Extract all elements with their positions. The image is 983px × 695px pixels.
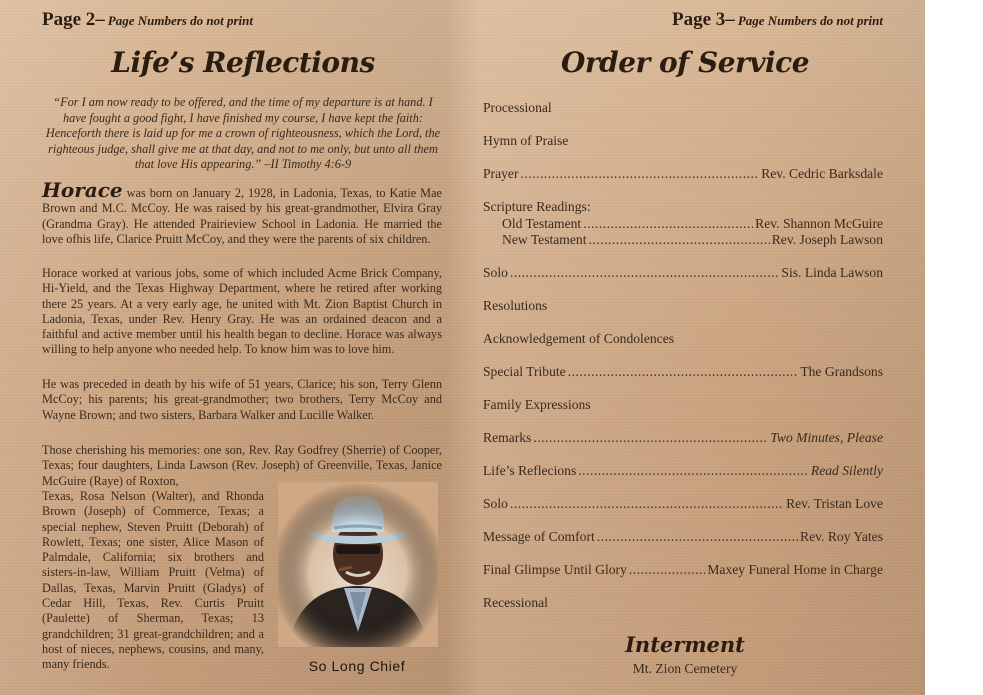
page-2-note: Page Numbers do not print: [107, 13, 253, 28]
bio-paragraph-2: [42, 266, 442, 358]
service-item-message-of-comfort: Message of Comfort ..... Rev. Roy Yates: [483, 529, 883, 545]
bio-text-1: was born on January 2, 1928, in Ladonia, Texas, to Katie Mae Brown and M.C. McCoy. He was raised by his great-grandmother, Elvira Gray (Grandma Gray). He attended Prairieview School in Ladonia. He married the love ofhis life, Clarice Pruitt McCoy, and they were the parents of six children.: [42, 186, 442, 246]
lifes-reflections-title: Life’s Reflections: [111, 46, 375, 79]
scripture-verse: “For I am now ready to be offered, and the time of my departure is at hand. I have fought a good fight, I have finished my course, I have kept the faith: Henceforth there is laid up for me a crown of righteousness, which the Lord, the righteous judge, shall give me at that day, and not to me only, but unto all them that love His appearing.” –II Timothy 4:6-9: [45, 95, 441, 172]
page-3-header: [672, 9, 883, 31]
service-item-family-expressions: Family Expressions: [483, 397, 591, 412]
page-3: [462, 0, 925, 695]
service-item-recessional: Recessional: [483, 595, 548, 610]
service-item-resolutions: Resolutions: [483, 298, 548, 313]
service-item-old-testament: Old Testament ..... Rev. Shannon McGuire: [502, 216, 883, 232]
service-item-condolences: Acknowledgement of Condolences: [483, 331, 675, 346]
bio-paragraph-4-top: Those cherishing his memories: one son, Rev. Ray Godfrey (Sherrie) of Cooper, Texas; four daughters, Linda Lawson (Rev. Joseph) of Greenville, Texas, Janice McGuire (Raye) of Roxton,: [42, 443, 442, 488]
service-item-processional: Processional: [483, 100, 552, 115]
bio-text-2: Horace worked at various jobs, some of which included Acme Brick Company, Hi-Yield, and the Texas Highway Department, where he retired after working there 25 years. At a very early age, he united with Mt. Zion Baptist Church in Ladonia, Texas, under Rev. Henry Gray. He was an ordained deacon and a faithful and active member until his health began to decline. Horace was always willing to help anyone who needed help. To know him was to love him.: [42, 266, 442, 357]
bio-text-3: He was preceded in death by his wife of 51 years, Clarice; his son, Terry Glenn McCoy; his parents; his great-grandmother; two brothers, Terry McCoy and Wayne Brown; and two sisters, Barbara Walker and Lucille Walker.: [42, 377, 442, 422]
page-3-number: Page 3–: [672, 9, 735, 30]
service-item-final-glimpse: Final Glimpse Until Glory ..... Maxey Funeral Home in Charge: [483, 562, 883, 578]
page-2-number: Page 2–: [42, 9, 105, 30]
service-item-scripture: Scripture Readings:: [483, 199, 591, 214]
interment-place: Mt. Zion Cemetery: [632, 661, 738, 676]
service-item-prayer: Prayer ..... Rev. Cedric Barksdale: [483, 166, 883, 182]
portrait-photo: [278, 482, 438, 647]
bio-paragraph-1: [42, 178, 442, 247]
service-item-solo-1: Solo ..... Sis. Linda Lawson: [483, 265, 883, 281]
service-item-solo-2: Solo ..... Rev. Tristan Love: [483, 496, 883, 512]
deceased-name: Horace: [42, 178, 123, 202]
service-item-lifes-reflections: Life’s Reflecions ..... Read Silently: [483, 463, 883, 479]
bio-paragraph-3: [42, 377, 442, 423]
service-item-special-tribute: Special Tribute ..... The Grandsons: [483, 364, 883, 380]
interment-title: Interment: [625, 632, 745, 657]
service-item-new-testament: New Testament ..... Rev. Joseph Lawson: [502, 232, 883, 248]
order-of-service-title: Order of Service: [560, 46, 810, 79]
service-item-hymn: Hymn of Praise: [483, 133, 569, 148]
page-2-header: [42, 9, 253, 31]
photo-caption: So Long Chief: [308, 658, 406, 674]
page-3-note: Page Numbers do not print: [737, 13, 883, 28]
service-item-remarks: Remarks ..... Two Minutes, Please: [483, 430, 883, 446]
bio-paragraph-4-bottom: Texas, Rosa Nelson (Walter), and Rhonda Brown (Joseph) of Commerce, Texas; a special nephew, Steven Pruitt (Deborah) of Rowlett, Texas; one sister, Alice Mason of Palmdale, California; six brothers and sisters-in-law, William Pruitt (Velma) of Dallas, Texas, Marvin Pruitt (Gladys) of Cedar Hill, Texas, Rev. Curtis Pruitt (Paulette) of Sherman, Texas; 13 grandchildren; 31 great-grandchildren; and a host of nieces, nephews, cousins, and many, many friends.: [42, 489, 264, 672]
page-2: [0, 0, 462, 695]
